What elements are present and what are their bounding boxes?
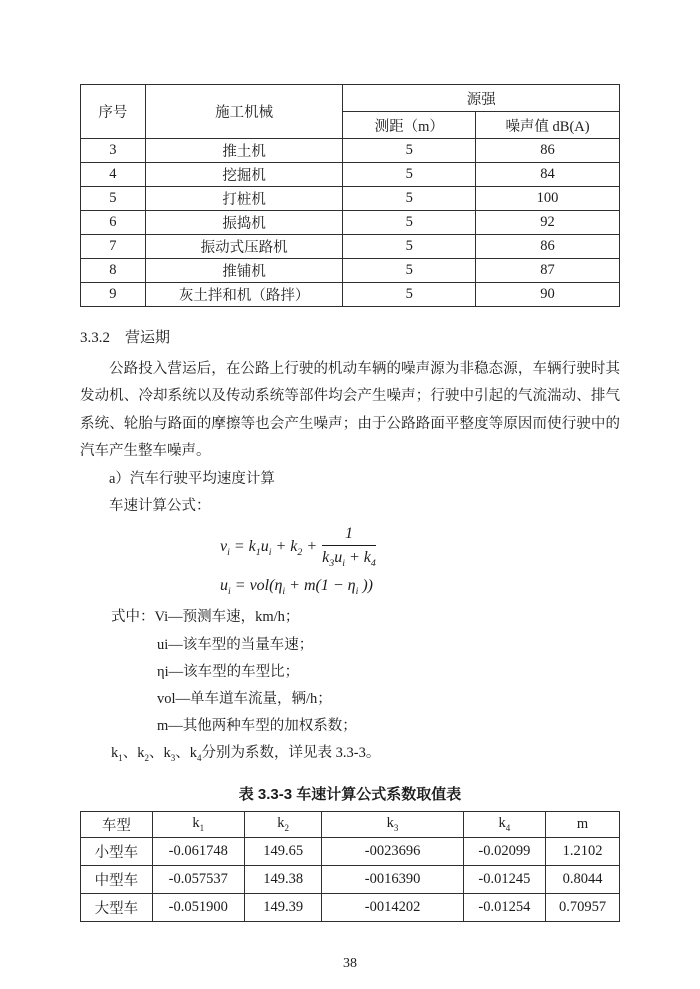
cell-noise: 100 — [476, 187, 620, 211]
cell-no: 3 — [81, 139, 146, 163]
where-item: vol—单车道车流量，辆/h； — [157, 691, 332, 708]
speed-formulas — [220, 524, 620, 602]
cell-k2: 149.38 — [244, 865, 322, 893]
cell-distance: 5 — [343, 235, 476, 259]
cell-k3: -0014202 — [322, 893, 463, 921]
where-item: ηi—该车型的车型比； — [157, 663, 300, 680]
cell-k2: 149.65 — [244, 837, 322, 865]
section-heading: 3.3.2 营运期 — [80, 330, 171, 346]
cell-k4: -0.01245 — [463, 865, 545, 893]
cell-noise: 92 — [476, 211, 620, 235]
where-prefix: 式中： — [111, 609, 155, 626]
table1-header-source: 源强 — [343, 85, 620, 112]
table-row — [81, 259, 620, 283]
cell-m: 1.2102 — [546, 837, 620, 865]
table1-header-noise: 噪声值 dB(A) — [476, 112, 620, 139]
cell-machine: 打桩机 — [145, 187, 343, 211]
cell-no: 7 — [81, 235, 146, 259]
table1-header-machine: 施工机械 — [145, 85, 343, 139]
cell-noise: 86 — [476, 235, 620, 259]
formula-intro: 车速计算公式： — [109, 498, 211, 515]
paragraph-operation-period: 公路投入营运后，在公路上行驶的机动车辆的噪声源为非稳态源，车辆行驶时其发动机、冷却系统以及传动系统等部件均会产生噪声；行驶中引起的气流湍动、排气系统、轮胎与路面的摩擦等也会产生噪声；由于公路路面平整度等原因而使行驶中的汽车产生整车噪声。 — [80, 361, 620, 460]
table-row — [81, 283, 620, 307]
cell-vehicle-type: 大型车 — [81, 893, 153, 921]
table-row — [81, 187, 620, 211]
cell-machine: 灰土拌和机（路拌） — [145, 283, 343, 307]
fraction-denominator: $k_3u_i + k_4$ — [322, 548, 376, 570]
where-item: Vi—预测车速，km/h； — [154, 609, 300, 626]
cell-distance: 5 — [343, 139, 476, 163]
page-number: 38 — [343, 955, 357, 971]
table-row — [81, 211, 620, 235]
cell-machine: 推土机 — [145, 139, 343, 163]
cell-distance: 5 — [343, 259, 476, 283]
cell-noise: 86 — [476, 139, 620, 163]
formula-speed-fraction — [322, 524, 376, 573]
table-row — [81, 163, 620, 187]
table1-header-no: 序号 — [81, 85, 146, 139]
cell-k3: -0023696 — [322, 837, 463, 865]
cell-machine: 振捣机 — [145, 211, 343, 235]
cell-k1: -0.061748 — [152, 837, 244, 865]
cell-distance: 5 — [343, 163, 476, 187]
formula-equivalent-speed — [220, 572, 620, 602]
table-row — [81, 893, 620, 921]
cell-k4: -0.02099 — [463, 837, 545, 865]
cell-k4: -0.01254 — [463, 893, 545, 921]
table2-header-k4: $k_4$ — [463, 811, 545, 837]
cell-m: 0.8044 — [546, 865, 620, 893]
formula-speed-left: $v_i = k_1u_i + k_2$ + — [220, 538, 318, 559]
cell-no: 5 — [81, 187, 146, 211]
cell-noise: 84 — [476, 163, 620, 187]
cell-machine: 挖掘机 — [145, 163, 343, 187]
cell-k2: 149.39 — [244, 893, 322, 921]
table2-header-k2: $k_2$ — [244, 811, 322, 837]
table1-header-distance: 测距（m） — [343, 112, 476, 139]
cell-no: 8 — [81, 259, 146, 283]
cell-k1: -0.051900 — [152, 893, 244, 921]
noise-source-table — [80, 84, 620, 307]
where-clause — [80, 604, 620, 772]
cell-vehicle-type: 小型车 — [81, 837, 153, 865]
where-item: m—其他两种车型的加权系数； — [157, 718, 357, 735]
formula-equivalent-speed-body: $u_i = vol(\eta_i + m(1 - \eta_i$ )) — [220, 577, 373, 598]
coefficient-table — [80, 811, 620, 922]
cell-vehicle-type: 中型车 — [81, 865, 153, 893]
table-row — [81, 837, 620, 865]
table2-header-k1: $k_1$ — [152, 811, 244, 837]
table-row — [81, 139, 620, 163]
item-a-label: a）汽车行驶平均速度计算 — [109, 470, 275, 487]
formula-speed — [220, 524, 620, 572]
table-row — [81, 865, 620, 893]
cell-distance: 5 — [343, 283, 476, 307]
table-row — [81, 235, 620, 259]
where-line — [80, 604, 620, 631]
cell-k1: -0.057537 — [152, 865, 244, 893]
cell-m: 0.70957 — [546, 893, 620, 921]
cell-k3: -0016390 — [322, 865, 463, 893]
fraction-numerator: 1 — [322, 524, 376, 546]
cell-machine: 振动式压路机 — [145, 235, 343, 259]
cell-distance: 5 — [343, 211, 476, 235]
cell-no: 6 — [81, 211, 146, 235]
cell-noise: 87 — [476, 259, 620, 283]
cell-noise: 90 — [476, 283, 620, 307]
table2-header-m: m — [546, 811, 620, 837]
cell-no: 9 — [81, 283, 146, 307]
cell-no: 4 — [81, 163, 146, 187]
coefficient-note: $k_1$、$k_2$、$k_3$、$k_4$分别为系数，详见表 3.3-3。 — [111, 745, 381, 764]
table2-header-k3: $k_3$ — [322, 811, 463, 837]
cell-distance: 5 — [343, 187, 476, 211]
table2-caption: 表 3.3-3 车速计算公式系数取值表 — [238, 785, 462, 803]
where-item: ui—该车型的当量车速； — [157, 636, 314, 653]
cell-machine: 推铺机 — [145, 259, 343, 283]
table2-header-type: 车型 — [81, 811, 153, 837]
